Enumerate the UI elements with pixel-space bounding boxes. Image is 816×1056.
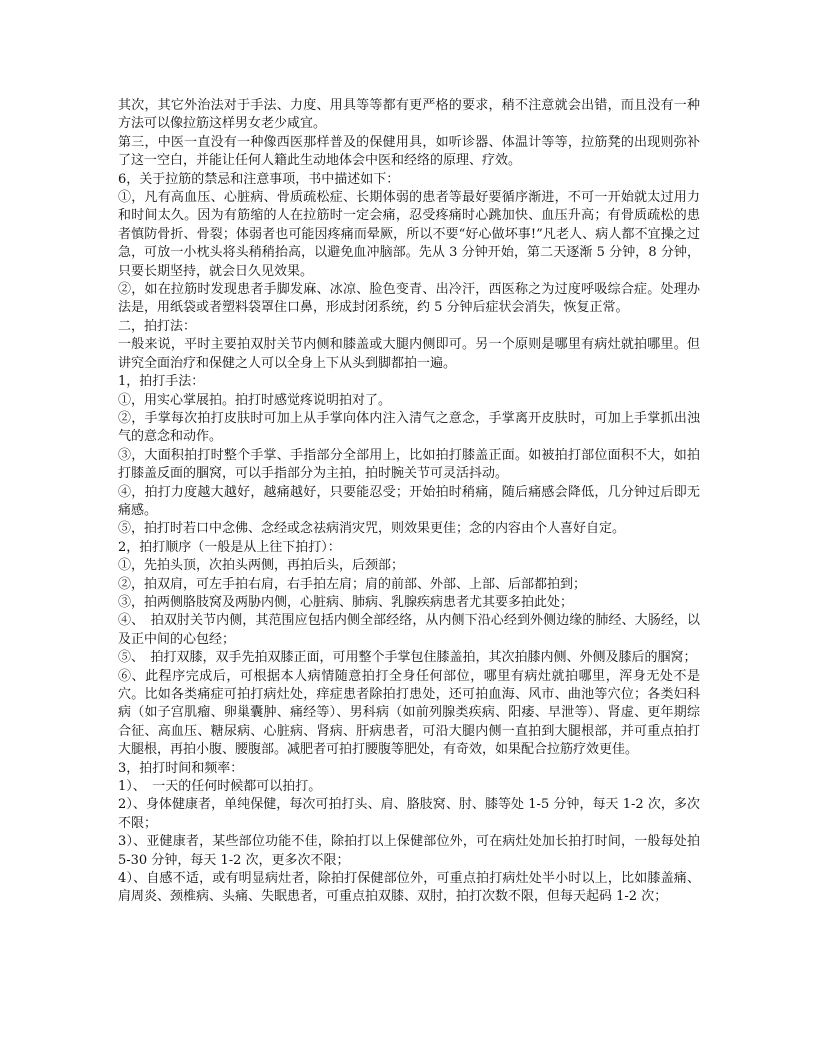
paragraph: 其次，其它外治法对于手法、力度、用具等等都有更严格的要求，稍不注意就会出错，而且没有一种方法可以像拉筋这样男女老少咸宜。 [118, 98, 700, 132]
list-item: ④，拍打力度越大越好，越痛越好，只要能忍受；开始拍时稍痛，随后痛感会降低，几分钟过后即无痛感。 [118, 484, 700, 518]
document-page [118, 97, 705, 907]
list-item: ⑥、此程序完成后，可根据本人病情随意拍打全身任何部位，哪里有病灶就拍哪里，浑身无处不是穴。比如各类痛症可拍打病灶处，痒症患者除拍打患处，还可拍血海、风市、曲池等穴位；各类妇科病（如子宫肌瘤、卵巢囊肿、痛经等）、男科病（如前列腺类疾病、阳痿、早泄等）、肾虚、更年期综合征、高血压、糖尿病、心脏病、肾病、肝病患者，可沿大腿内侧一直拍到大腿根部，并可重点拍打大腿根，再拍小腹、腰腹部。减肥者可拍打腰腹等肥处，有奇效，如果配合拉筋疗效更佳。 [118, 668, 700, 758]
list-item: 3）、亚健康者，某些部位功能不佳，除拍打以上保健部位外，可在病灶处加长拍打时间，一般每处拍 5-30 分钟，每天 1-2 次，更多次不限； [118, 834, 705, 868]
list-item: ②，如在拉筋时发现患者手脚发麻、冰凉、脸色变青、出冷汗，西医称之为过度呼吸综合症。处理办法是，用纸袋或者塑料袋罩住口鼻，形成封闭系统，约 5 分钟后症状会消失，恢复正常。 [118, 282, 700, 316]
paragraph: 第三，中医一直没有一种像西医那样普及的保健用具，如听诊器、体温计等等，拉筋凳的出现则弥补了这一空白，并能让任何人籍此生动地体会中医和经络的原理、疗效。 [118, 134, 700, 169]
list-item: ⑤，拍打时若口中念佛、念经或念祛病消灾咒，则效果更佳；念的内容由个人喜好自定。 [118, 521, 626, 537]
subsection-heading: 3，拍打时间和频率： [118, 760, 244, 776]
list-item: ④、 拍双肘关节内侧，其范围应包括内侧全部经络，从内侧下沿心经到外侧边缘的肺经、大肠经，以及正中间的心包经； [118, 613, 700, 647]
list-item: ②，拍双肩，可左手拍右肩，右手拍左肩；肩的前部、外部、上部、后部都拍到； [118, 576, 587, 592]
subsection-heading: 1，拍打手法： [118, 374, 205, 390]
section-heading: 二，拍打法： [118, 318, 197, 334]
list-item: ⑤、 拍打双膝，双手先拍双膝正面，可用整个手掌包住膝盖拍，其次拍膝内侧、外侧及膝后的腘窝； [118, 650, 697, 666]
section-heading: 6，关于拉筋的禁忌和注意事项，书中描述如下： [118, 171, 400, 187]
paragraph: 一般来说，平时主要拍双肘关节内侧和膝盖或大腿内侧即可。另一个原则是哪里有病灶就拍哪里。但讲究全面治疗和保健之人可以全身上下从头到脚都拍一遍。 [118, 337, 700, 371]
list-item: ①，用实心掌展拍。拍打时感觉疼说明拍对了。 [118, 392, 392, 408]
list-item: ①，凡有高血压、心脏病、骨质疏松症、长期体弱的患者等最好要循序渐进，不可一开始就太过用力和时间太久。因为有筋缩的人在拉筋时一定会痛，忍受疼痛时心跳加快、血压升高；有骨质疏松的患者慎防骨折、骨裂；体弱者也可能因疼痛而晕厥，所以不要“好心做坏事!”凡老人、病人都不宜操之过急，可放一小枕头将头稍稍抬高，以避免血冲脑部。先从 3 分钟开始，第二天逐渐 5 分钟，8 分钟，只要长期坚持，就会日久见效果。 [118, 190, 700, 279]
list-item: 2）、身体健康者，单纯保健，每次可拍打头、肩、胳肢窝、肘、膝等处 1-5 分钟，每天 1-2 次，多次不限； [118, 797, 700, 831]
list-item: ②，手掌每次拍打皮肤时可加上从手掌向体内注入清气之意念，手掌离开皮肤时，可加上手掌抓出浊气的意念和动作。 [118, 410, 700, 445]
list-item: ①，先拍头顶，次拍头两侧，再拍后头，后颈部； [118, 558, 405, 574]
list-item: 1）、 一天的任何时候都可以拍打。 [118, 779, 322, 795]
list-item: ③，拍两侧胳肢窝及两胁内侧，心脏病、肺病、乳腺疾病患者尤其要多拍此处； [118, 594, 574, 610]
list-item: 4）、自感不适，或有明显病灶者，除拍打保健部位外，可重点拍打病灶处半小时以上，比如膝盖痛、肩周炎、颈椎病、头痛、失眠患者，可重点拍双膝、双肘，拍打次数不限，但每天起码 1-2 次； [118, 871, 700, 905]
subsection-heading: 2，拍打顺序（一般是从上往下拍打）： [118, 539, 341, 555]
list-item: ③，大面积拍打时整个手掌、手指部分全部用上，比如拍打膝盖正面。如被拍打部位面积不大，如拍打膝盖反面的腘窝，可以手指部分为主拍，拍时腕关节可灵活抖动。 [118, 447, 700, 482]
